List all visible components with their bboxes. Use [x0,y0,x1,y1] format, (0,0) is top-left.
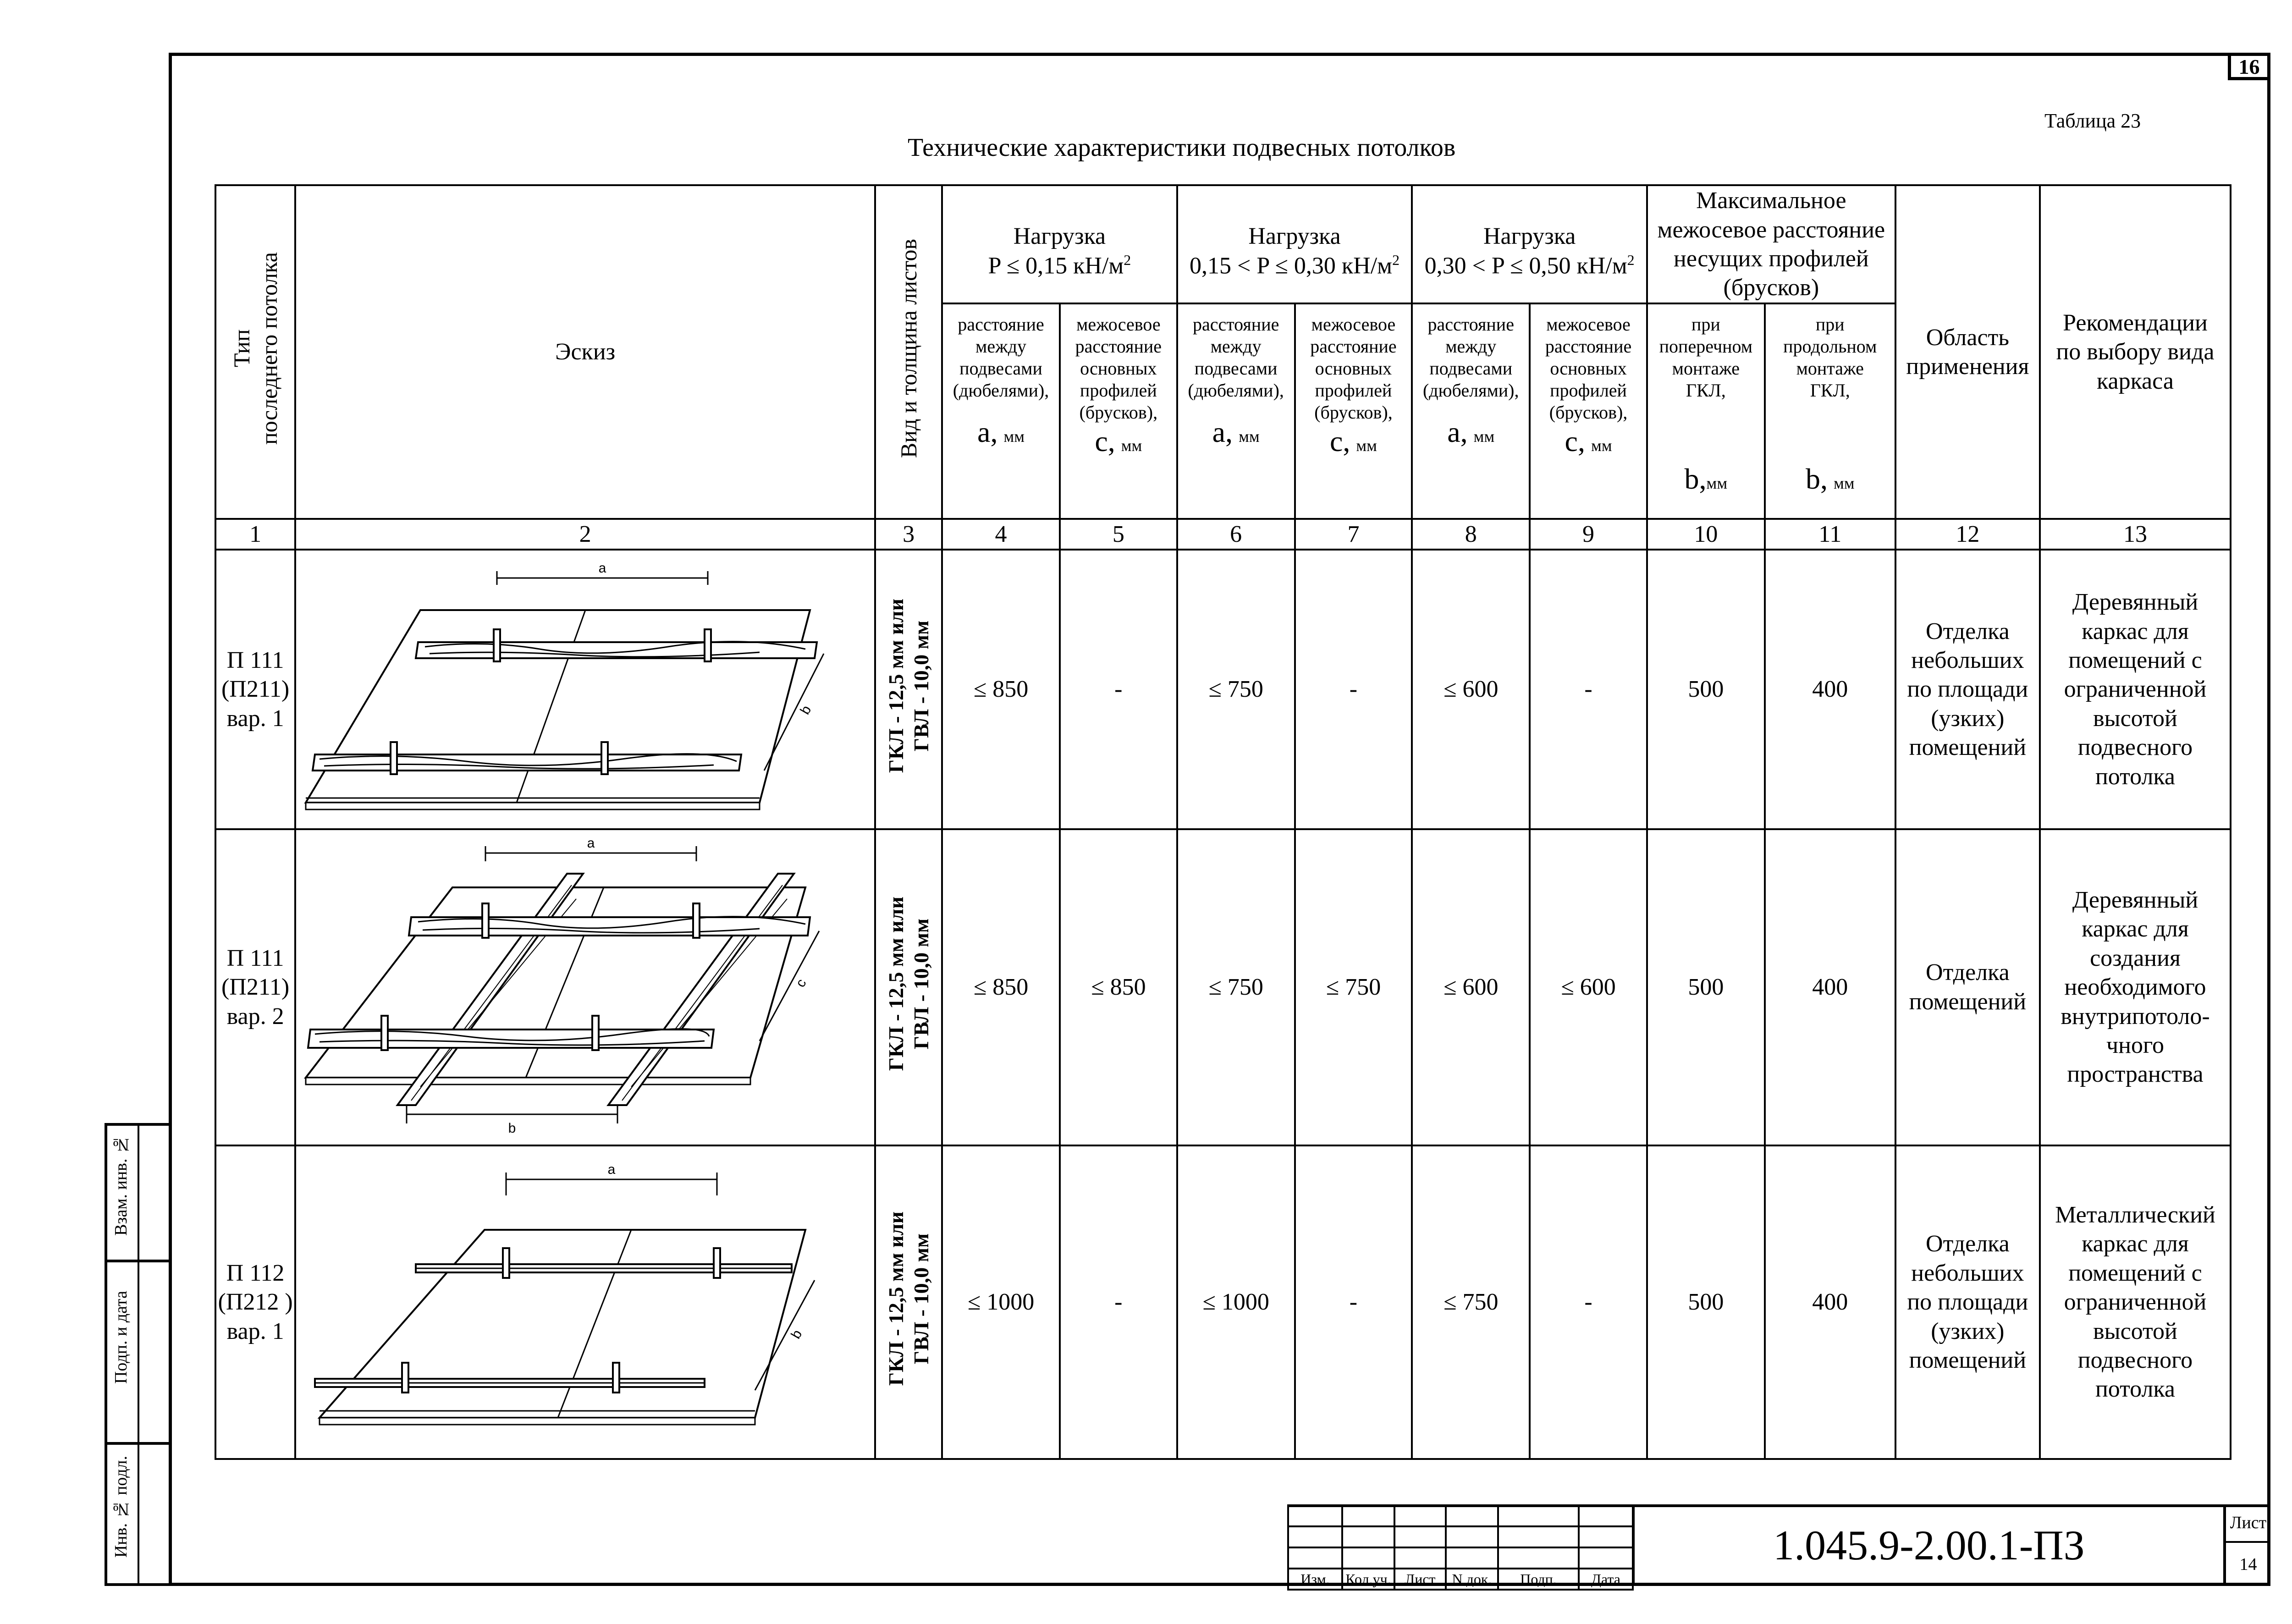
value-cell: ≤ 750 [1295,829,1412,1145]
dim-label-b: b [797,703,815,717]
value-cell: ≤ 750 [1177,550,1295,829]
sub-dist-hangers-1: расстояние между подвесами (дюбелями), а, мм [942,303,1060,519]
header-recommend: Рекомендации по выбору вида каркаса [2040,185,2231,519]
sketch-drawing [301,551,870,821]
dim-label-a: а [607,1162,616,1178]
sub-dist-profiles-2: межосевое расстояние основных профилей (брусков), с, мм [1295,303,1412,519]
sub-dist-profiles-3: межосевое расстояние основных профилей (брусков), с, мм [1530,303,1647,519]
sheet-label: Лист [2226,1504,2270,1543]
value-cell: ≤ 1000 [1177,1145,1295,1459]
value-cell: 400 [1765,1145,1895,1459]
column-numbers-row: 1 2 3 4 5 6 7 8 9 10 11 12 13 [215,519,2231,550]
document-code: 1.045.9-2.00.1-ПЗ [1632,1504,2223,1586]
row-area: Отделка помещений [1895,829,2040,1145]
value-cell: 400 [1765,550,1895,829]
sub-along: при продольном монтаже ГКЛ, b, мм [1765,303,1895,519]
table-number: Таблица 23 [2044,110,2141,132]
value-cell: 500 [1647,829,1765,1145]
value-cell: ≤ 1000 [942,1145,1060,1459]
header-max-distance: Максимальное межосевое расстояние несущих профилей (брусков) [1647,185,1895,303]
dim-label-a: а [598,561,606,576]
row-sheets: ГКЛ - 12,5 мм или ГВЛ - 10,0 мм [875,1145,942,1459]
dim-label-b: b [508,1121,516,1136]
row-type: П 111 (П211) вар. 1 [215,550,295,829]
page-title: Технические характеристики подвесных потолков [908,133,1456,162]
value-cell: - [1295,1145,1412,1459]
stamp-inv-orig: Инв. № подл. [111,1456,131,1558]
row-sheets: ГКЛ - 12,5 мм или ГВЛ - 10,0 мм [875,829,942,1145]
dim-label-b: b [788,1327,805,1342]
value-cell: ≤ 600 [1412,550,1530,829]
value-cell: 500 [1647,550,1765,829]
header-area: Область применения [1895,185,2040,519]
header-load-3: Нагрузка 0,30 < P ≤ 0,50 $кН/м^2$ [1412,185,1647,303]
value-cell: - [1530,550,1647,829]
sketch-drawing [301,830,870,1137]
row-type: П 112 (П212 ) вар. 1 [215,1145,295,1459]
header-sketch: Эскиз [295,185,875,519]
sheet-value: 14 [2239,1555,2257,1574]
sketch-metal-var1 [295,1145,875,1459]
sub-dist-hangers-3: расстояние между подвесами (дюбелями), а, мм [1412,303,1530,519]
sheet-box [2223,1504,2270,1586]
table-row [215,829,2231,1145]
table-row [215,550,2231,829]
value-cell: - [1060,1145,1177,1459]
sub-dist-hangers-2: расстояние между подвесами (дюбелями), а, мм [1177,303,1295,519]
header-sheet-type: Вид и толщина листов [875,185,942,519]
value-cell: ≤ 600 [1412,829,1530,1145]
sketch-wood-var1 [295,550,875,829]
header-load-1: Нагрузка P ≤ 0,15 $кН/м^2$ [942,185,1177,303]
title-block-grid [1287,1504,1634,1591]
sub-dist-profiles-1: межосевое расстояние основных профилей (брусков), с, мм [1060,303,1177,519]
row-type: П 111 (П211) вар. 2 [215,829,295,1145]
value-cell: ≤ 850 [1060,829,1177,1145]
dim-label-a: а [587,836,595,851]
row-recommend: Металлический каркас для помещений с ограниченной высотой подвесного потолка [2040,1145,2231,1459]
sheet-number: 16 [2238,55,2260,78]
value-cell: 500 [1647,1145,1765,1459]
header-type: Тип последнего потолка [215,185,295,519]
stamp-sign-date: Подп. и дата [111,1291,131,1384]
value-cell: - [1530,1145,1647,1459]
table-row [215,1145,2231,1459]
title-block-labels: Изм. Кол.уч. Лист N док. Подп. Дата [1288,1569,1633,1590]
value-cell: - [1295,550,1412,829]
value-cell: ≤ 850 [942,550,1060,829]
value-cell: ≤ 850 [942,829,1060,1145]
value-cell: - [1060,550,1177,829]
value-cell: ≤ 750 [1177,829,1295,1145]
characteristics-table [215,184,2231,1460]
value-cell: ≤ 750 [1412,1145,1530,1459]
row-area: Отделка небольших по площади (узких) помещений [1895,550,2040,829]
stamp-replace-inv: Взам. инв. № [111,1135,131,1236]
side-stamp [105,1123,169,1586]
row-area: Отделка небольших по площади (узких) помещений [1895,1145,2040,1459]
sketch-wood-var2 [295,829,875,1145]
sub-cross: при поперечном монтаже ГКЛ, b,мм [1647,303,1765,519]
value-cell: ≤ 600 [1530,829,1647,1145]
row-sheets: ГКЛ - 12,5 мм или ГВЛ - 10,0 мм [875,550,942,829]
dim-label-c: с [793,976,810,990]
row-recommend: Деревянный каркас для помещений с ограниченной высотой подвесного потолка [2040,550,2231,829]
row-recommend: Деревянный каркас для создания необходимого внутрипотоло- чного пространства [2040,829,2231,1145]
sheet-number-box [2228,53,2270,80]
header-load-2: Нагрузка 0,15 < P ≤ 0,30 $кН/м^2$ [1177,185,1412,303]
value-cell: 400 [1765,829,1895,1145]
sketch-drawing [301,1147,870,1450]
